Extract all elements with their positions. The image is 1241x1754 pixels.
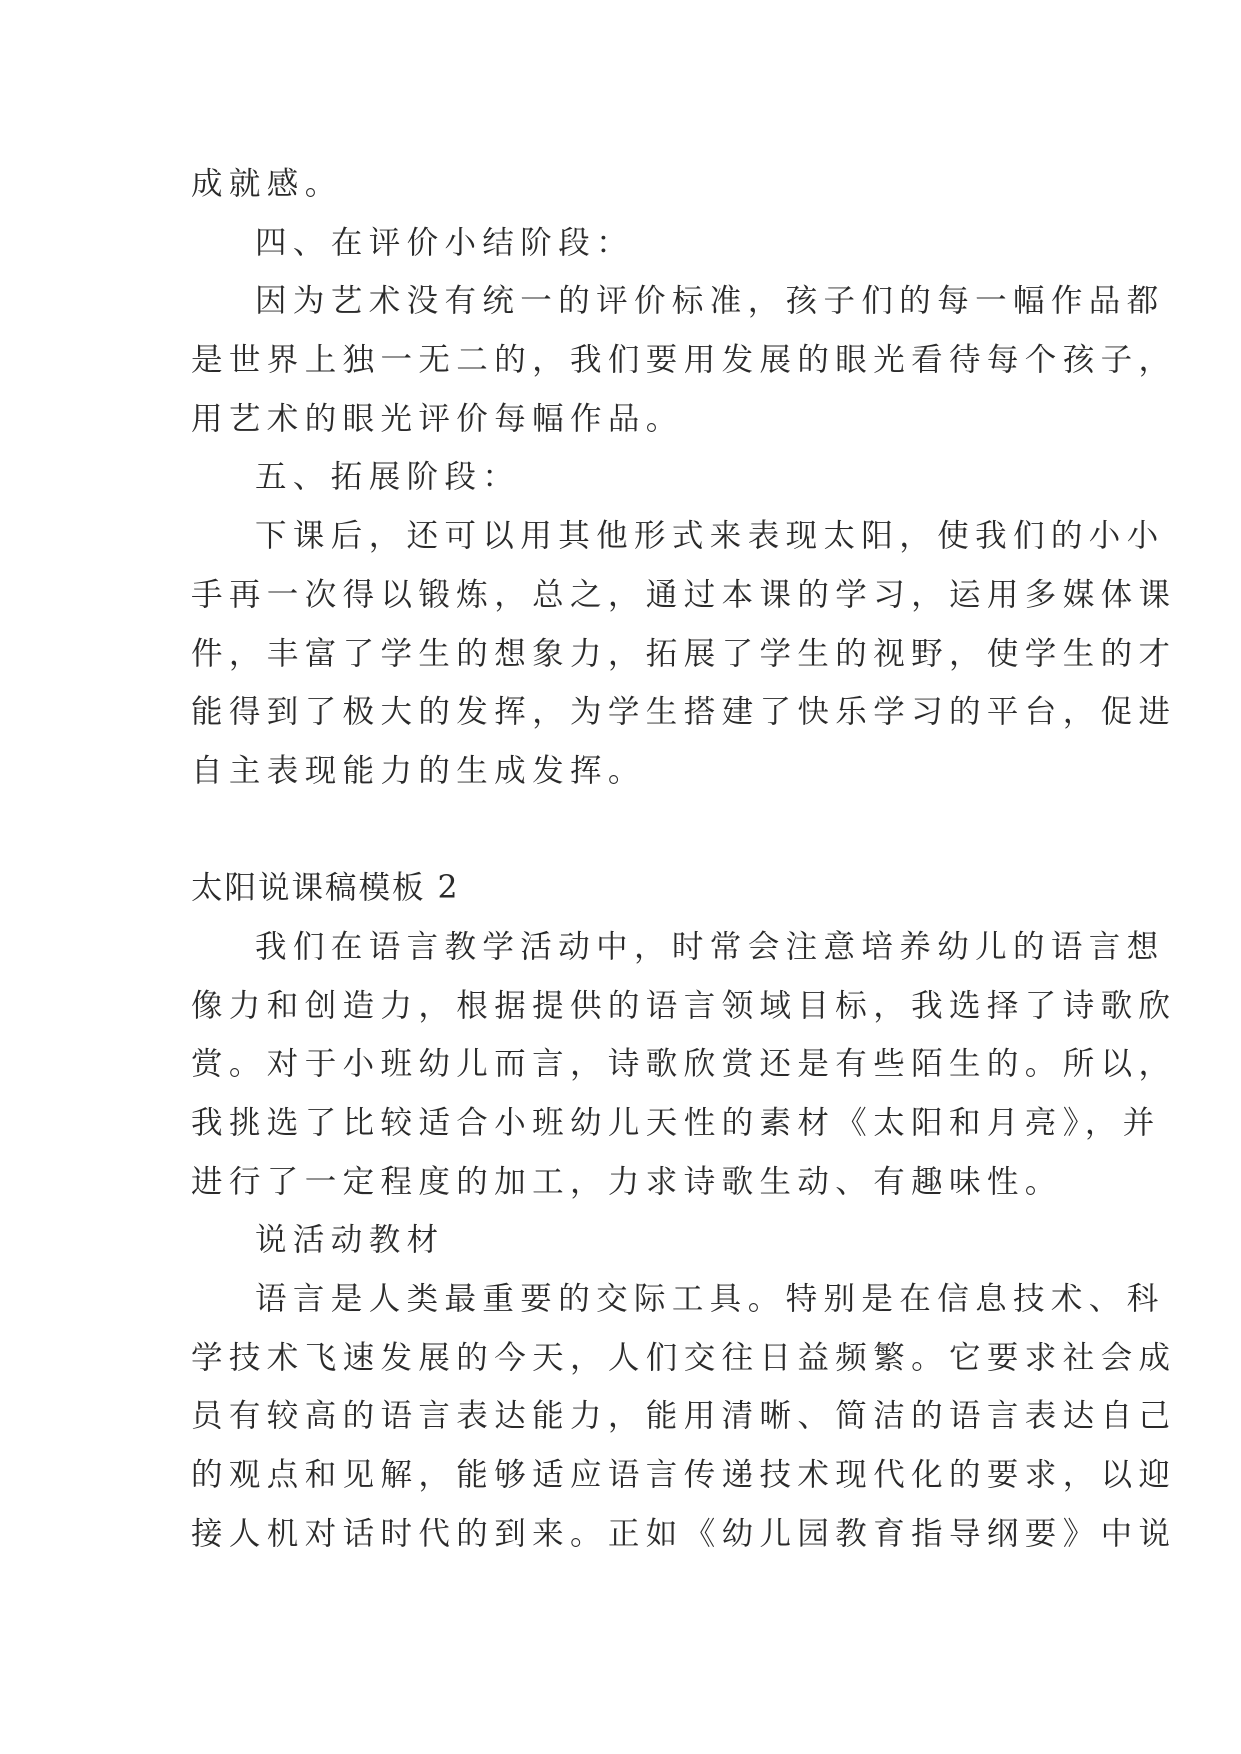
paragraph-line: 自主表现能力的生成发挥。: [191, 752, 646, 789]
paragraph-line: 我们在语言教学活动中，时常会注意培养幼儿的语言想: [255, 928, 1165, 965]
paragraph-line: 能得到了极大的发挥，为学生搭建了快乐学习的平台，促进: [191, 694, 1177, 731]
paragraph-line: 下课后，还可以用其他形式来表现太阳，使我们的小小: [255, 518, 1165, 555]
paragraph-line: 我挑选了比较适合小班幼儿天性的素材《太阳和月亮》，并: [191, 1105, 1161, 1141]
paragraph-line: 用艺术的眼光评价每幅作品。: [191, 400, 684, 437]
paragraph-line: 赏。对于小班幼儿而言，诗歌欣赏还是有些陌生的。所以，: [191, 1046, 1177, 1083]
paragraph-line: 是世界上独一无二的，我们要用发展的眼光看待每个孩子，: [191, 342, 1177, 379]
paragraph-line: 像力和创造力，根据提供的语言领域目标，我选择了诗歌欣: [191, 987, 1177, 1024]
paragraph-line: 的观点和见解，能够适应语言传递技术现代化的要求，以迎: [191, 1457, 1177, 1494]
paragraph-line: 件，丰富了学生的想象力，拓展了学生的视野，使学生的才: [191, 635, 1177, 672]
section-spacer: [191, 801, 1061, 860]
paragraph-line: 语言是人类最重要的交际工具。特别是在信息技术、科: [255, 1281, 1165, 1318]
paragraph-line: 手再一次得以锻炼，总之，通过本课的学习，运用多媒体课: [191, 576, 1177, 613]
document-section-title: 太阳说课稿模板 2: [191, 870, 460, 907]
paragraph-line: 学技术飞速发展的今天，人们交往日益频繁。它要求社会成: [191, 1339, 1177, 1376]
paragraph-continuation-line: 成就感。: [191, 166, 343, 202]
paragraph-line: 接人机对话时代的到来。正如《幼儿园教育指导纲要》中说: [191, 1515, 1177, 1552]
section-heading-extension: 五、拓展阶段：: [255, 459, 521, 496]
section-heading-evaluation: 四、在评价小结阶段：: [255, 224, 635, 261]
paragraph-line: 员有较高的语言表达能力，能用清晰、简洁的语言表达自己: [191, 1398, 1177, 1435]
document-body: [191, 155, 1177, 1564]
paragraph-line: 因为艺术没有统一的评价标准，孩子们的每一幅作品都: [255, 283, 1165, 320]
paragraph-line: 进行了一定程度的加工，力求诗歌生动、有趣味性。: [191, 1163, 1063, 1200]
section-heading-materials: 说活动教材: [255, 1222, 445, 1259]
